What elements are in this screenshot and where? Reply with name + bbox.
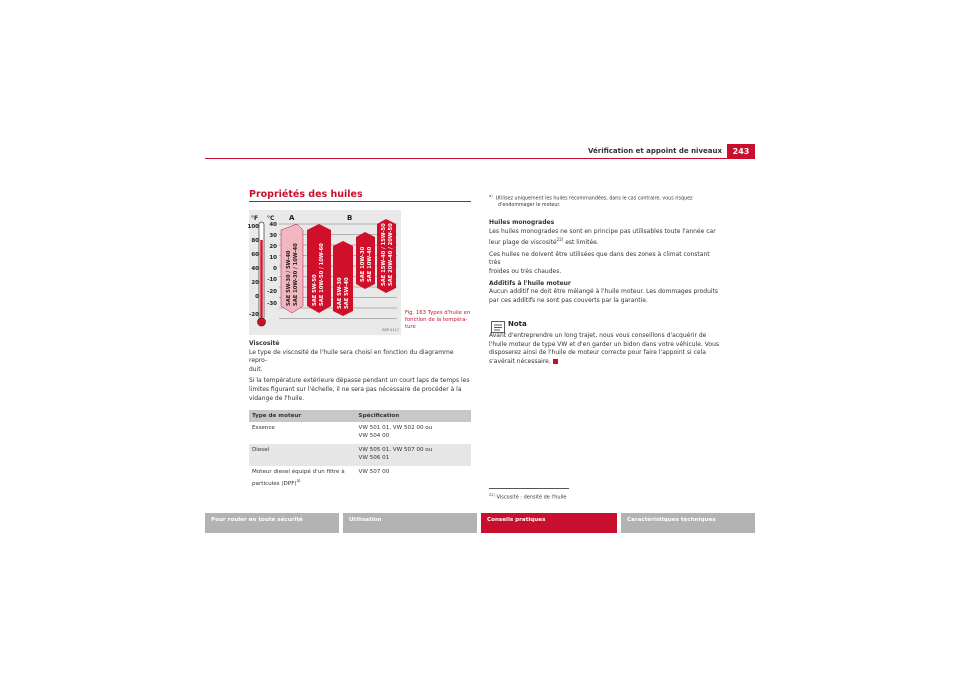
table-row [249, 444, 471, 466]
paragraph-line: duit. [249, 365, 263, 373]
f-tick: 0 [255, 294, 259, 300]
section-title: Propriétés des huiles [249, 189, 363, 200]
running-header-title: Vérification et appoint de niveaux [587, 147, 722, 155]
footnote-a: $^{a)}$ Utilisez uniquement les huiles recommandées, dans le cas contraire, vous risquez d'endommager le moteur. [489, 194, 693, 208]
f-tick: 60 [251, 252, 259, 258]
thermometer-mercury [260, 240, 262, 320]
bar-group-a [281, 224, 303, 313]
bar-b2-label-1: SAE 5W-30 [337, 277, 343, 309]
c-tick: -10 [267, 277, 277, 283]
end-marker-icon [553, 359, 558, 364]
c-tick: -30 [267, 301, 277, 307]
f-tick: 100 [247, 224, 259, 230]
paragraph-line: vidange de l'huile. [249, 394, 305, 402]
bar-5w30 [333, 241, 353, 316]
mono-heading: Huiles monogrades [489, 219, 555, 226]
f-tick: -20 [249, 312, 259, 318]
paragraph-line: limites figurant sur l'échelle, il ne sera pas nécessaire de procéder à la [249, 385, 462, 393]
paragraph-line: Si la température extérieure dépasse pendant un court laps de temps les [249, 377, 470, 385]
tab-safety[interactable]: Pour rouler en toute sécurité [205, 513, 339, 533]
table-cell: VW 501 01, VW 502 00 ou VW 504 00 [358, 425, 433, 439]
f-tick: 80 [251, 238, 259, 244]
additives-heading: Additifs à l'huile moteur [489, 279, 571, 287]
oil-spec-table [249, 410, 471, 492]
bar-b3-label-2: SAE 10W-40 [367, 246, 373, 282]
tab-technical-specs[interactable]: Caractéristiques techniques [621, 513, 755, 533]
celsius-unit: °C [267, 215, 275, 222]
nota-heading: Nota [508, 320, 527, 328]
right-body: Huiles monogrades Les huiles monogrades ne sont en principe pas utilisables toute l'année car leur plage de viscosité$^{22)}$ est limitée. Ces huiles ne doivent être utilisées que dans des zones à climat constant très froides ou très chaudes. Additifs à l'huile moteur Aucun additif ne doit être mélangé à l'huile moteur. Les dommages produits par ces additifs ne sont pas couverts par la garantie. [489, 219, 721, 305]
table-cell: VW 507 00 [358, 469, 390, 476]
group-b-label: B [347, 214, 353, 222]
c-tick: 0 [273, 266, 277, 272]
footnote-22: $^{22)}$ Viscosité : densité de l'huile [489, 493, 567, 501]
paragraph-line: Le type de viscosité de l'huile sera choisi en fonction du diagramme repro- [249, 348, 454, 365]
table-cell: Diesel [249, 444, 356, 466]
thermometer-bulb [258, 318, 266, 326]
c-tick: -20 [267, 289, 277, 295]
section-rule [249, 201, 471, 202]
tab-practical-tips[interactable]: Conseils pratiques [481, 513, 617, 533]
left-body [249, 340, 471, 403]
bar-b4-label-2: SAE 20W-40 / 20W-50 [388, 223, 394, 286]
c-tick: 30 [269, 233, 277, 239]
tab-operation[interactable]: Utilisation [343, 513, 477, 533]
bar-b1-label-2: SAE 10W-50 / 10W-60 [319, 243, 325, 306]
footnote-a-mark: a) [489, 194, 493, 198]
table-header: Spécification [356, 410, 471, 422]
oil-viscosity-figure [249, 210, 401, 335]
figure-caption: Fig. 163 Types d'huile en fonction de la tempéra-ture [405, 310, 471, 330]
f-tick: 40 [251, 266, 259, 272]
c-tick: 20 [269, 244, 277, 250]
page-number: 243 [727, 144, 755, 159]
f-tick: 20 [251, 280, 259, 286]
table-row [249, 466, 471, 492]
table-cell: VW 505 01, VW 507 00 ou VW 506 01 [356, 444, 471, 466]
footnote-rule [489, 488, 569, 489]
bar-a-label-2: SAE 10W-30 / 10W-40 [293, 243, 299, 306]
table-header: Type de moteur [249, 410, 356, 422]
bar-b2-label-2: SAE 5W-40 [344, 277, 350, 309]
bar-a-label-1: SAE 5W-30 / 5W-40 [286, 250, 292, 306]
nota-body: Avant d'entreprendre un long trajet, nous vous conseillons d'acquérir de l'huile moteur de type VW et d'en garder un bidon dans votre véhicule. Vous disposerez ainsi de l'huile de moteur correcte pour faire l'appoint si cela s'avérait nécessaire. [489, 332, 720, 365]
figure-code: BSP-0117 [382, 328, 399, 332]
bar-b3-label-1: SAE 10W-30 [360, 246, 366, 282]
viscosity-temperature-diagram [249, 210, 401, 335]
table-cell: Moteur diesel équipé d'un filtre à particules (DPF)$^{a)}$ [252, 469, 345, 487]
header-rule [205, 158, 755, 159]
c-tick: 10 [269, 255, 277, 261]
table-header-row [249, 410, 471, 422]
c-tick: 40 [269, 222, 277, 228]
table-row [249, 422, 471, 444]
bar-b1-label-1: SAE 5W-50 [312, 274, 318, 306]
table-cell: Essence [252, 425, 275, 431]
group-a-label: A [289, 214, 295, 222]
bar-b4-label-1: SAE 15W-40 / 15W-50 [381, 223, 387, 286]
viscosity-heading: Viscosité [249, 340, 280, 347]
fahrenheit-unit: °F [251, 215, 259, 222]
